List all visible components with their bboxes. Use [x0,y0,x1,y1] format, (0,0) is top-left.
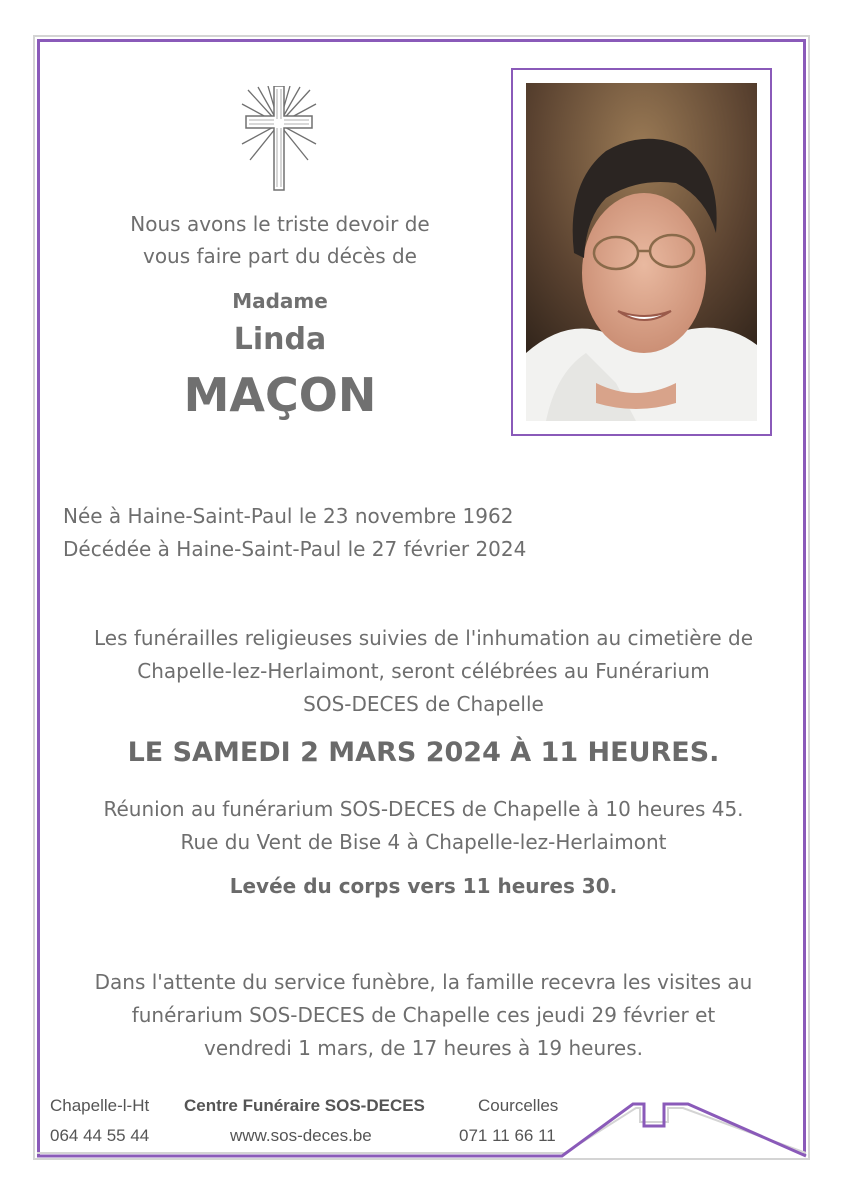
ceremony-line-3: SOS-DECES de Chapelle [303,692,544,716]
visits-line-3: vendredi 1 mars, de 17 heures à 19 heures. [203,1036,643,1060]
first-name: Linda [233,322,327,357]
footer-right-city: Courcelles [478,1096,559,1115]
visits-line-2: funérarium SOS-DECES de Chapelle ces jeudi 29 février et [131,1003,716,1027]
portrait-frame [511,68,772,436]
ceremony-line-1: Les funérailles religieuses suivies de l'inhumation au cimetière de [93,626,754,650]
last-name: MAÇON [183,368,377,422]
footer-left-city: Chapelle-l-Ht [50,1096,150,1115]
honorific: Madame [232,289,328,313]
meeting-line-2: Rue du Vent de Bise 4 à Chapelle-lez-Herlaimont [180,830,667,854]
funeral-date: LE SAMEDI 2 MARS 2024 À 11 HEURES. [127,737,720,768]
portrait-photo [526,83,757,421]
intro-line-2: vous faire part du décès de [142,244,417,268]
cross-icon [240,86,318,192]
intro-text [80,208,480,272]
meeting-line-1: Réunion au funérarium SOS-DECES de Chapelle à 10 heures 45. [103,797,744,821]
ceremony-text [40,622,807,721]
footer-center-name: Centre Funéraire SOS-DECES [184,1096,425,1115]
footer-right-phone: 071 11 66 11 [459,1126,556,1145]
intro-line-1: Nous avons le triste devoir de [130,212,430,236]
ceremony-line-2: Chapelle-lez-Herlaimont, seront célébrées au Funérarium [137,659,710,683]
death-line: Décédée à Haine-Saint-Paul le 27 février 2024 [63,537,527,561]
visits-line-1: Dans l'attente du service funèbre, la famille recevra les visites au [94,970,753,994]
footer-left-phone: 064 44 55 44 [50,1126,150,1145]
visits-text [40,966,807,1065]
meeting-text [40,793,807,859]
levee-text: Levée du corps vers 11 heures 30. [229,874,618,898]
birth-line: Née à Haine-Saint-Paul le 23 novembre 1962 [63,504,514,528]
life-dates [63,500,526,566]
footer-website-link[interactable]: www.sos-deces.be [230,1126,372,1145]
